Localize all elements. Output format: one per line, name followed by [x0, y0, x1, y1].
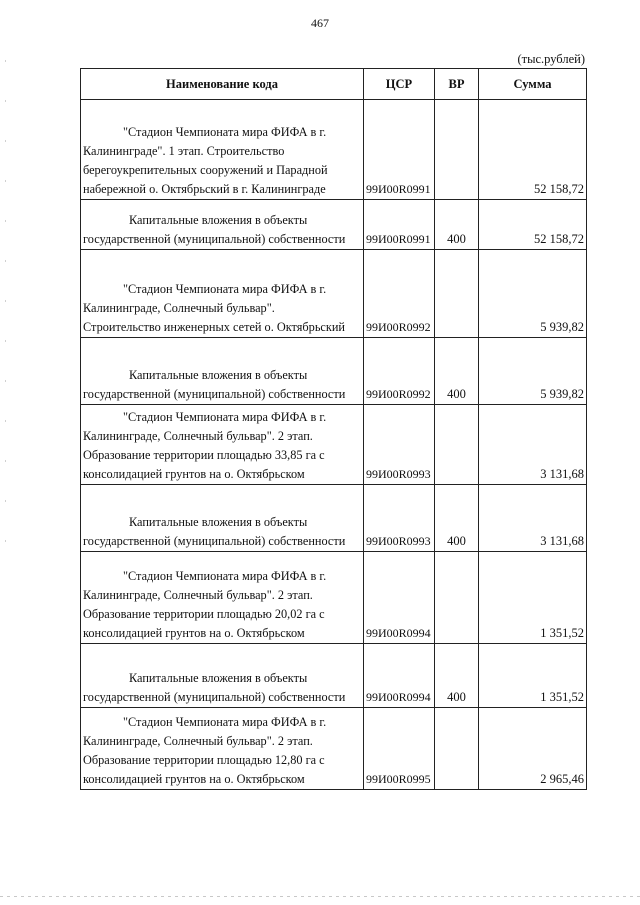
- row-csr: 99И00R0991: [364, 100, 435, 200]
- row-name-line: Капитальные вложения в объекты: [129, 515, 308, 529]
- scan-margin-marks: [5, 60, 6, 580]
- row-name-line: государственной (муниципальной) собственности: [83, 232, 346, 246]
- table-row: [81, 552, 587, 644]
- row-vr: 400: [435, 338, 479, 405]
- row-name-line: "Стадион Чемпионата мира ФИФА в г.: [123, 569, 327, 583]
- row-sum: 5 939,82: [479, 250, 587, 338]
- row-sum: 52 158,72: [479, 200, 587, 250]
- row-name-line: Калининграде, Солнечный бульвар". 2 этап.: [83, 429, 313, 443]
- row-name-line: консолидацией грунтов на о. Октябрьском: [83, 467, 305, 481]
- row-name: [81, 250, 364, 338]
- row-name: [81, 708, 364, 790]
- row-csr: 99И00R0992: [364, 250, 435, 338]
- header-name: Наименование кода: [81, 69, 364, 100]
- row-vr: [435, 552, 479, 644]
- page-number: 467: [311, 16, 329, 30]
- row-vr: [435, 708, 479, 790]
- row-name-line: берегоукрепительных сооружений и Парадной: [83, 163, 328, 177]
- row-name-line: государственной (муниципальной) собственности: [83, 690, 346, 704]
- table-header-row: [81, 69, 587, 100]
- table-row: [81, 405, 587, 485]
- row-sum: 52 158,72: [479, 100, 587, 200]
- row-sum: 3 131,68: [479, 405, 587, 485]
- row-name-line: "Стадион Чемпионата мира ФИФА в г.: [123, 410, 327, 424]
- row-name-line: консолидацией грунтов на о. Октябрьском: [83, 772, 305, 786]
- row-vr: [435, 100, 479, 200]
- row-csr: 99И00R0991: [364, 200, 435, 250]
- row-name-line: Калининграде". 1 этап. Строительство: [83, 144, 285, 158]
- row-name-line: Капитальные вложения в объекты: [129, 213, 308, 227]
- row-name-line: "Стадион Чемпионата мира ФИФА в г.: [123, 715, 327, 729]
- table-row: [81, 100, 587, 200]
- row-name-line: Образование территории площадью 12,80 га с: [83, 753, 325, 767]
- row-vr: 400: [435, 200, 479, 250]
- table-row: [81, 338, 587, 405]
- header-sum: Сумма: [479, 69, 587, 100]
- units-label: (тыс.рублей): [517, 52, 585, 66]
- row-name: [81, 338, 364, 405]
- row-csr: 99И00R0992: [364, 338, 435, 405]
- row-name-line: "Стадион Чемпионата мира ФИФА в г.: [123, 125, 327, 139]
- row-name-line: Образование территории площадью 20,02 га с: [83, 607, 325, 621]
- row-sum: 2 965,46: [479, 708, 587, 790]
- row-sum: 1 351,52: [479, 644, 587, 708]
- row-name-line: государственной (муниципальной) собственности: [83, 387, 346, 401]
- row-name-line: консолидацией грунтов на о. Октябрьском: [83, 626, 305, 640]
- row-sum: 5 939,82: [479, 338, 587, 405]
- header-csr: ЦСР: [364, 69, 435, 100]
- budget-table: [80, 68, 587, 790]
- row-name: [81, 405, 364, 485]
- row-name-line: "Стадион Чемпионата мира ФИФА в г.: [123, 282, 327, 296]
- header-vr: ВР: [435, 69, 479, 100]
- row-vr: [435, 250, 479, 338]
- row-vr: 400: [435, 485, 479, 552]
- row-sum: 3 131,68: [479, 485, 587, 552]
- row-name-line: Капитальные вложения в объекты: [129, 368, 308, 382]
- row-name-line: Строительство инженерных сетей о. Октябрьский: [83, 320, 346, 334]
- row-csr: 99И00R0995: [364, 708, 435, 790]
- row-csr: 99И00R0994: [364, 644, 435, 708]
- table-row: [81, 485, 587, 552]
- row-name-line: Калининграде, Солнечный бульвар". 2 этап.: [83, 734, 313, 748]
- row-csr: 99И00R0993: [364, 405, 435, 485]
- row-name: [81, 644, 364, 708]
- table-row: [81, 250, 587, 338]
- row-name: [81, 485, 364, 552]
- scan-noise-line: [0, 896, 640, 897]
- row-name: [81, 200, 364, 250]
- table-row: [81, 708, 587, 790]
- row-csr: 99И00R0994: [364, 552, 435, 644]
- row-name-line: государственной (муниципальной) собственности: [83, 534, 346, 548]
- row-name: [81, 552, 364, 644]
- row-name-line: Образование территории площадью 33,85 га с: [83, 448, 325, 462]
- row-name-line: Капитальные вложения в объекты: [129, 671, 308, 685]
- row-name-line: Калининграде, Солнечный бульвар".: [83, 301, 275, 315]
- row-name-line: набережной о. Октябрьский в г. Калининграде: [83, 182, 326, 196]
- row-vr: [435, 405, 479, 485]
- row-csr: 99И00R0993: [364, 485, 435, 552]
- table-row: [81, 644, 587, 708]
- table-row: [81, 200, 587, 250]
- row-sum: 1 351,52: [479, 552, 587, 644]
- row-name: [81, 100, 364, 200]
- row-name-line: Калининграде, Солнечный бульвар". 2 этап.: [83, 588, 313, 602]
- row-vr: 400: [435, 644, 479, 708]
